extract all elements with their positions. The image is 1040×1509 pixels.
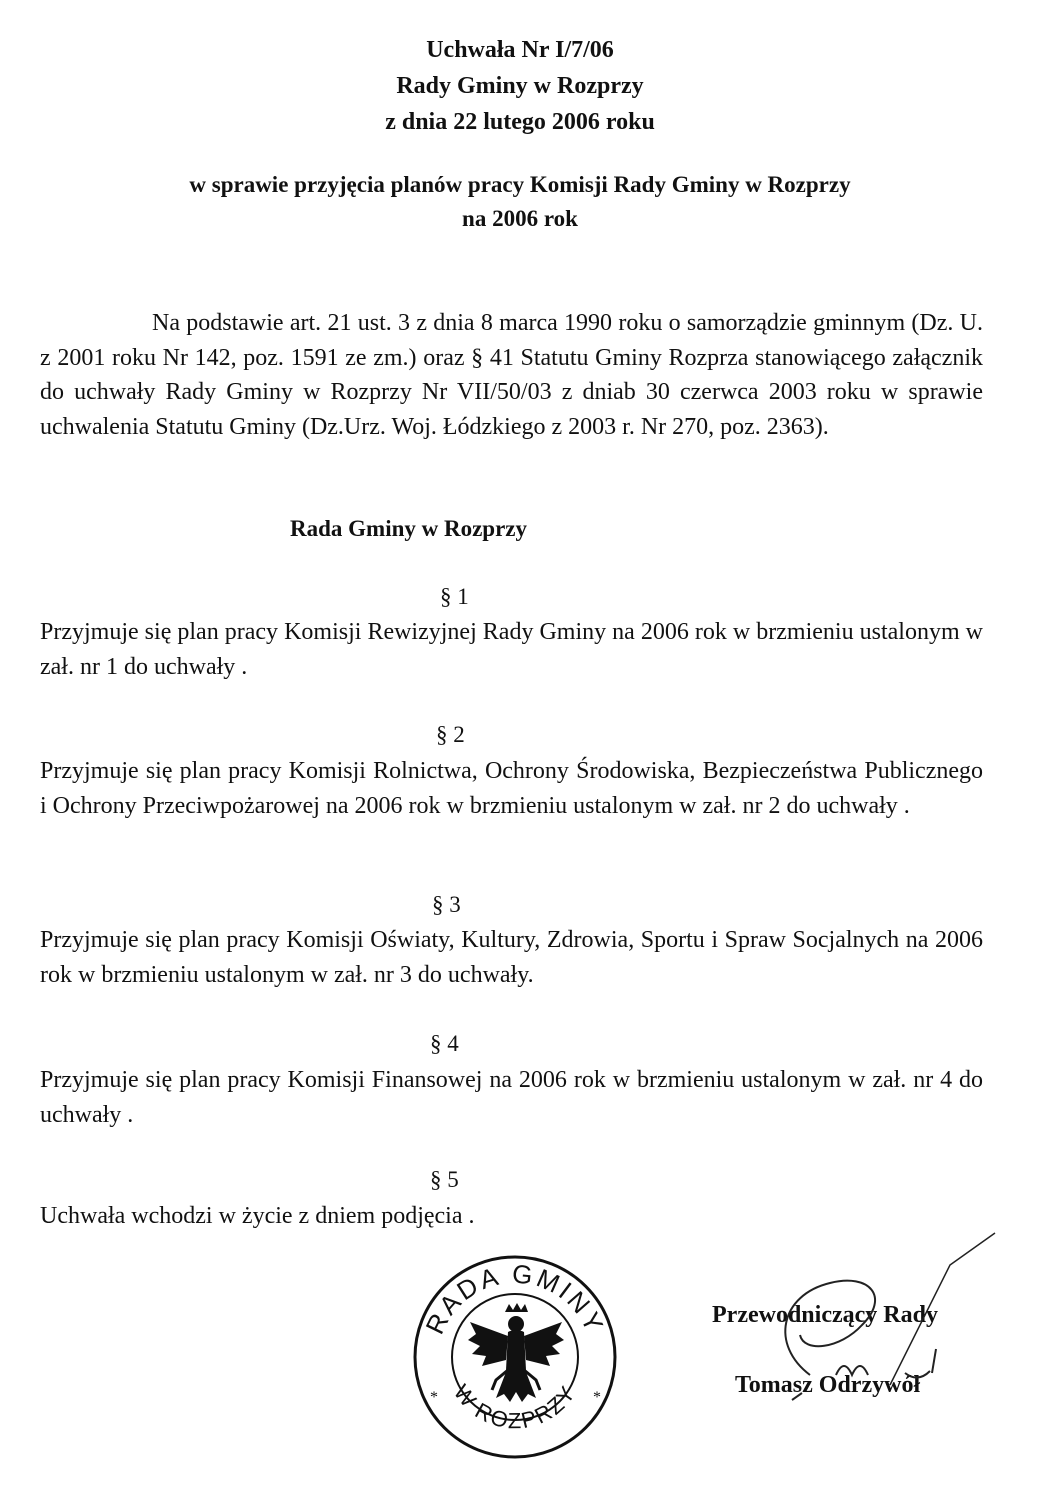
signature-name: Tomasz Odrzywół [735,1372,921,1398]
subject-line-1: w sprawie przyjęcia planów pracy Komisji Rady Gminy w Rozprzy [189,172,851,197]
section-mark-4: § 4 [430,1031,459,1056]
council-heading: Rada Gminy w Rozprzy [290,516,528,541]
handwritten-signature [740,1225,1000,1415]
subject-line-2: na 2006 rok [462,206,578,231]
preamble-paragraph: Na podstawie art. 21 ust. 3 z dnia 8 marca 1990 roku o samorządzie gminnym (Dz. U. z 2001 roku Nr 142, poz. 1591 ze zm.) oraz § 41 Statutu Gminy Rozprza stanowiącego załącznik do uchwały Rady Gminy w Rozprzy Nr VII/50/03 z dniab 30 czerwca 2003 roku w sprawie uchwalenia Statutu Gminy (Dz.Urz. Woj. Łódzkiego z 2003 r. Nr 270, poz. 2363). [40,310,983,440]
seal-star-icon: * [593,1389,601,1406]
section-text-4: Przyjmuje się plan pracy Komisji Finansowej na 2006 rok w brzmieniu ustalonym w zał. nr 4 do uchwały . [40,1067,983,1128]
section-mark-2: § 2 [436,722,465,747]
section-mark-5: § 5 [430,1167,459,1192]
seal-star-icon: * [430,1389,438,1406]
resolution-date: z dnia 22 lutego 2006 roku [385,109,655,135]
section-mark-1: § 1 [440,584,469,609]
resolution-header [0,32,1040,140]
seal-top-text: RADA GMINY [419,1258,611,1339]
resolution-subject [40,168,1000,236]
eagle-emblem-icon [468,1303,564,1402]
section-text-1: Przyjmuje się plan pracy Komisji Rewizyjnej Rady Gminy na 2006 rok w brzmieniu ustalonym w zał. nr 1 do uchwały . [40,619,983,680]
resolution-number: Uchwała Nr I/7/06 [426,37,614,63]
section-text-5: Uchwała wchodzi w życie z dniem podjęcia . [40,1203,475,1229]
section-text-2: Przyjmuje się plan pracy Komisji Rolnictwa, Ochrony Środowiska, Bezpieczeństwa Publicznego i Ochrony Przeciwpożarowej na 2006 rok w brzmieniu ustalonym w zał. nr 2 do uchwały . [40,758,983,819]
council-seal [410,1252,620,1462]
council-name: Rady Gminy w Rozprzy [396,73,644,99]
seal-bottom-text: W ROZPRZY [448,1379,582,1434]
signature-title: Przewodniczący Rady [712,1302,938,1328]
section-mark-3: § 3 [432,892,461,917]
section-text-3: Przyjmuje się plan pracy Komisji Oświaty, Kultury, Zdrowia, Sportu i Spraw Socjalnych na 2006 rok w brzmieniu ustalonym w zał. nr 3 do uchwały. [40,927,983,988]
